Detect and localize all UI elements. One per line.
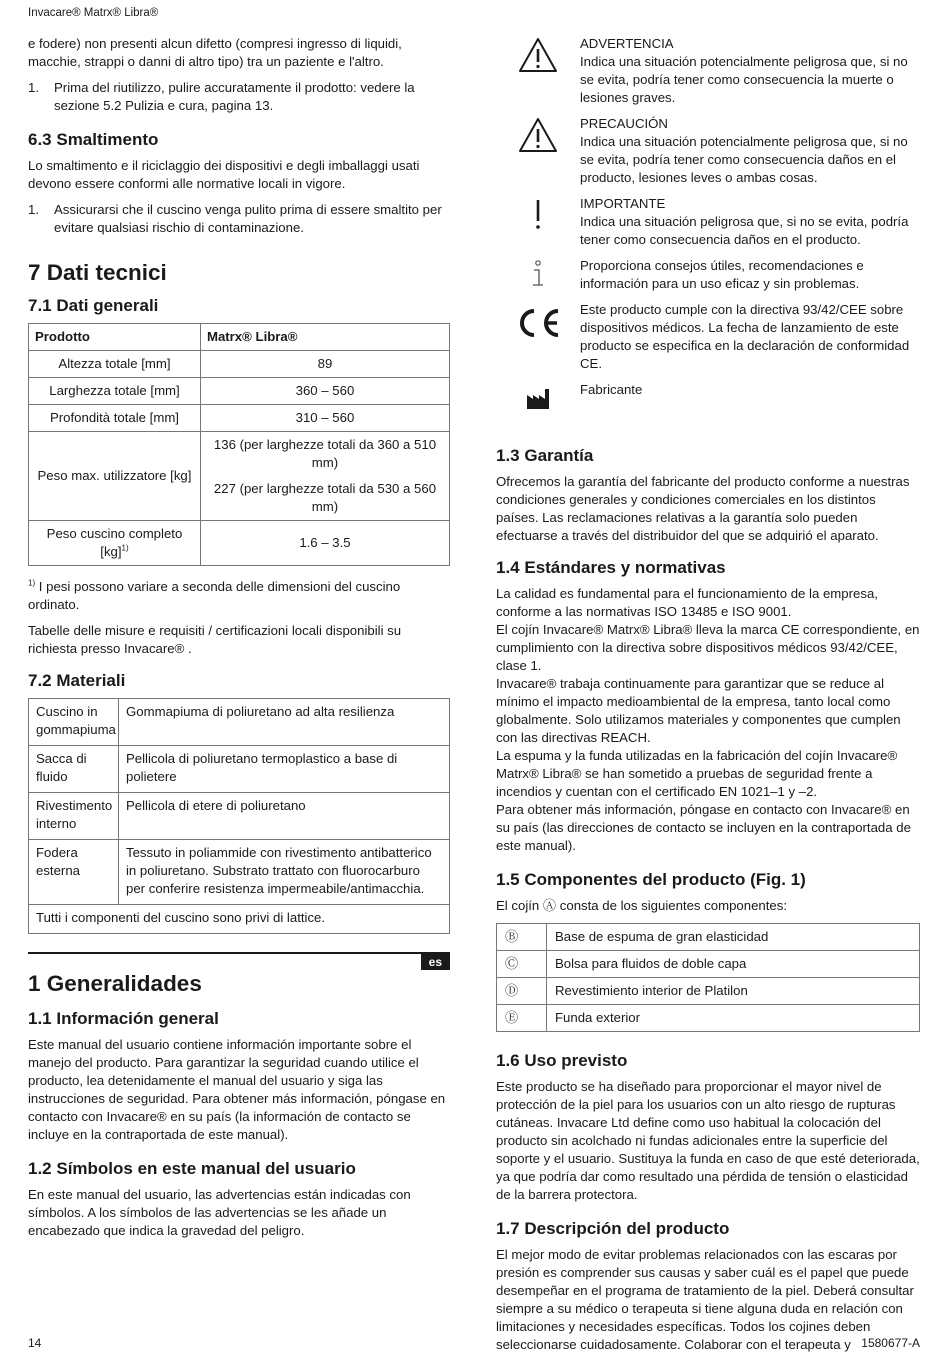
table-cell: 1.6 – 3.5 — [200, 521, 449, 566]
estandares-p3: Invacare® trabaja continuamente para garantizar que se reduce al mínimo el impacto medioambiental de la empresa, tanto local como globalmente. Solo utilizamos materiales y componentes que cumplen con las directivas REACH. — [496, 676, 901, 745]
table-header-cell: Matrx® Libra® — [200, 324, 449, 351]
reuse-step — [28, 79, 450, 115]
estandares-p4: La espuma y la funda utilizadas en la fabricación del cojín Invacare® Matrx® Libra® se han sometido a pruebas de seguridad frente a incendios y cuentan con el certificado EN 1021–1 y –2. — [496, 748, 898, 799]
components-table — [496, 923, 920, 1032]
componentes-intro: El cojín Ⓐ consta de los siguientes componentes: — [496, 898, 788, 913]
symbol-text: Proporciona consejos útiles, recomendaciones e información para un uso eficaz y sin problemas. — [580, 258, 864, 291]
table-cell: 360 – 560 — [200, 378, 449, 405]
symbol-text: Indica una situación potencialmente peligrosa que, si no se evita, podría tener como consecuencia la muerte o lesiones graves. — [580, 54, 908, 105]
table-cell — [29, 521, 201, 566]
table-row — [29, 840, 450, 905]
table-cell: Cuscino in gommapiuma — [29, 699, 119, 746]
footnote — [28, 578, 450, 614]
symbol-title: IMPORTANTE — [580, 196, 666, 211]
heading-garantia: 1.3 Garantía — [496, 446, 594, 465]
heading-smaltimento: 6.3 Smaltimento — [28, 130, 159, 149]
symbol-row-fabricante — [496, 381, 920, 411]
manufacturer-icon — [496, 381, 580, 411]
table-row — [29, 405, 450, 432]
table-cell: Rivestimento interno — [29, 793, 119, 840]
estandares-p1: La calidad es fundamental para el funcionamiento de la empresa, conforme a las normativas ISO 13485 e ISO 9001. — [496, 586, 878, 619]
simbolos-text: En este manual del usuario, las advertencias están indicadas con símbolos. A los símbolos de las advertencias se les añade un encabezado que indica la gravedad del peligro. — [28, 1187, 411, 1238]
table-row — [29, 521, 450, 566]
symbol-title: PRECAUCIÓN — [580, 116, 668, 131]
table-cell: 89 — [200, 351, 449, 378]
table-cell: Fodera esterna — [29, 840, 119, 905]
heading-descripcion: 1.7 Descripción del producto — [496, 1219, 730, 1238]
symbol-text: Fabricante — [580, 382, 643, 397]
symbol-text: Este producto cumple con la directiva 93/42/CEE sobre dispositivos médicos. La fecha de lanzamiento de este producto se especifica en la declaración de conformidad CE. — [580, 302, 910, 371]
symbol-text: Indica una situación peligrosa que, si no se evita, podría tener como consecuencia daños en el producto. — [580, 214, 909, 247]
exclamation-icon — [496, 195, 580, 249]
table-cell: Profondità totale [mm] — [29, 405, 201, 432]
symbol-text: Indica una situación potencialmente peligrosa que, si no se evita, podría tener como consecuencia daños en el producto, lesiones leves o ambas cosas. — [580, 134, 908, 185]
estandares-p2: El cojín Invacare® Matrx® Libra® lleva la marca CE correspondiente, en cumplimiento con la directiva sobre dispositivos médicos 93/42/CEE, clase 1. — [496, 622, 920, 673]
table-row — [29, 793, 450, 840]
symbol-row-importante — [496, 195, 920, 249]
warning-triangle-icon — [496, 35, 580, 107]
intro-text: e fodere) non presenti alcun difetto (compresi ingresso di liquidi, macchie, strappi o danni di altro tipo) tra un paziente e l'altro. — [28, 36, 402, 69]
table-row — [29, 432, 450, 521]
table-cell: Pellicola di etere di poliuretano — [119, 793, 450, 840]
table-cell: Pellicola di poliuretano termoplastico a base di polietere — [119, 746, 450, 793]
language-badge: es — [421, 954, 450, 970]
smaltimento-text: Lo smaltimento e il riciclaggio dei dispositivi e degli imballaggi usati devono essere conformi alle normative locali in vigore. — [28, 158, 420, 191]
step-number: 1. — [28, 202, 39, 217]
uso-text: Este producto se ha diseñado para proporcionar el mayor nivel de protección de la piel para los usuarios con un alto riesgo de rupturas cutáneas. Invacare Ltd define como uso habitual la colocación del producto sin acolchado ni fundas adicionales entre la superficie del soporte y el usuario. Sustituya la funda en caso de que esté deteriorada, ya que podría dar como resultado una pérdida de tensión o elasticidad de la barrera protectora. — [496, 1079, 920, 1202]
heading-componentes: 1.5 Componentes del producto (Fig. 1) — [496, 870, 806, 889]
table-cell: Peso max. utilizzatore [kg] — [29, 432, 201, 521]
table-row — [497, 924, 920, 951]
table-cell: Ⓑ — [497, 924, 547, 951]
table-cell: Sacca di fluido — [29, 746, 119, 793]
table-cell: Bolsa para fluidos de doble capa — [547, 951, 920, 978]
table-cell: Funda exterior — [547, 1005, 920, 1032]
materials-table — [28, 698, 450, 934]
table-cell: 310 – 560 — [200, 405, 449, 432]
right-column — [496, 35, 920, 1360]
table-row — [497, 978, 920, 1005]
table-row — [29, 905, 450, 934]
heading-materiali: 7.2 Materiali — [28, 671, 126, 690]
table-cell: Gommapiuma di poliuretano ad alta resilienza — [119, 699, 450, 746]
table-header-cell: Prodotto — [29, 324, 201, 351]
table-cell: Tessuto in poliammide con rivestimento antibatterico in poliuretano. Substrato trattato con fluorocarburo per conferire resistenza impermeabile/antimacchia. — [119, 840, 450, 905]
running-header: Invacare® Matrx® Libra® — [28, 7, 159, 19]
left-column — [28, 35, 450, 1248]
step-text: Prima del riutilizzo, pulire accuratamente il prodotto: vedere la sezione 5.2 Pulizia e cura, pagina 13. — [54, 80, 415, 113]
footnote-text: I pesi possono variare a seconda delle dimensioni del cuscino ordinato. — [28, 579, 401, 612]
symbol-row-advertencia — [496, 35, 920, 107]
ce-mark-icon — [496, 301, 580, 373]
page-number: 14 — [28, 1336, 42, 1350]
step-number: 1. — [28, 80, 39, 95]
heading-uso-previsto: 1.6 Uso previsto — [496, 1051, 628, 1070]
table-cell: Ⓓ — [497, 978, 547, 1005]
heading-estandares: 1.4 Estándares y normativas — [496, 558, 726, 577]
table-cell: Base de espuma de gran elasticidad — [547, 924, 920, 951]
peso-value-2: 227 (per larghezze totali da 530 a 560 mm) — [213, 481, 437, 514]
heading-generalidades: 1 Generalidades — [28, 971, 202, 996]
table-header-row — [29, 324, 450, 351]
caution-triangle-icon — [496, 115, 580, 187]
heading-dati-tecnici: 7 Dati tecnici — [28, 260, 167, 285]
symbol-row-precaucion — [496, 115, 920, 187]
table-row — [497, 1005, 920, 1032]
table-cell — [200, 432, 449, 521]
symbol-row-ce — [496, 301, 920, 373]
estandares-p5: Para obtener más información, póngase en contacto con Invacare® en su país (las direcciones de contacto se incluyen en la contraportada de este manual). — [496, 802, 911, 853]
heading-informacion-general: 1.1 Información general — [28, 1009, 219, 1028]
table-cell: Revestimiento interior de Platilon — [547, 978, 920, 1005]
table-cell: Altezza totale [mm] — [29, 351, 201, 378]
heading-simbolos: 1.2 Símbolos en este manual del usuario — [28, 1159, 356, 1178]
table-row — [497, 951, 920, 978]
symbol-title: ADVERTENCIA — [580, 36, 674, 51]
garantia-text: Ofrecemos la garantía del fabricante del producto conforme a nuestras condiciones generales y condiciones comerciales en los distintos países. Las reclamaciones relativas a la garantía solo pueden efectuarse a través del distribuidor del que se adquirió el aparato. — [496, 474, 910, 543]
table-row — [29, 746, 450, 793]
disposal-step — [28, 201, 450, 237]
info-icon — [496, 257, 580, 293]
info-text: Este manual del usuario contiene información importante sobre el manejo del producto. Para garantizar la seguridad cuando utilice el producto, lea detenidamente el manual del usuario y siga las instrucciones de seguridad. Para obtener más información, póngase en contacto con Invacare® en su país (la información de contacto se incluye en la contraportada de este manual). — [28, 1037, 446, 1142]
table-row — [29, 351, 450, 378]
table-cell: Ⓒ — [497, 951, 547, 978]
language-divider — [28, 952, 450, 969]
peso-cuscino-label: Peso cuscino completo [kg] — [46, 526, 183, 559]
table-row — [29, 699, 450, 746]
table-cell: Ⓔ — [497, 1005, 547, 1032]
tabelle-text: Tabelle delle misure e requisiti / certificazioni locali disponibili su richiesta presso Invacare® . — [28, 623, 402, 656]
footnote-ref: 1) — [121, 543, 129, 553]
footnote-mark: 1) — [28, 578, 36, 588]
table-cell: Larghezza totale [mm] — [29, 378, 201, 405]
heading-dati-generali: 7.1 Dati generali — [28, 296, 159, 315]
symbol-row-info — [496, 257, 920, 293]
spec-table — [28, 323, 450, 566]
step-text: Assicurarsi che il cuscino venga pulito prima di essere smaltito per evitare qualsiasi rischio di contaminazione. — [54, 202, 442, 235]
descripcion-text: El mejor modo de evitar problemas relacionados con las escaras por presión es comprender sus causas y saber cuál es el papel que puede desempeñar en el programa de tratamiento de la piel. Deberá consultar siempre a su médico o terapeuta si tiene alguna duda en relación con limitaciones y necesidades específicas. Todos los cojines deben seleccionarse cuidadosamente. Colaborar con el terapeuta y — [496, 1247, 914, 1352]
document-number: 1580677-A — [861, 1336, 920, 1350]
peso-value-1: 136 (per larghezze totali da 360 a 510 mm) — [213, 437, 437, 470]
table-cell: Tutti i componenti del cuscino sono privi di lattice. — [29, 905, 450, 934]
table-row — [29, 378, 450, 405]
